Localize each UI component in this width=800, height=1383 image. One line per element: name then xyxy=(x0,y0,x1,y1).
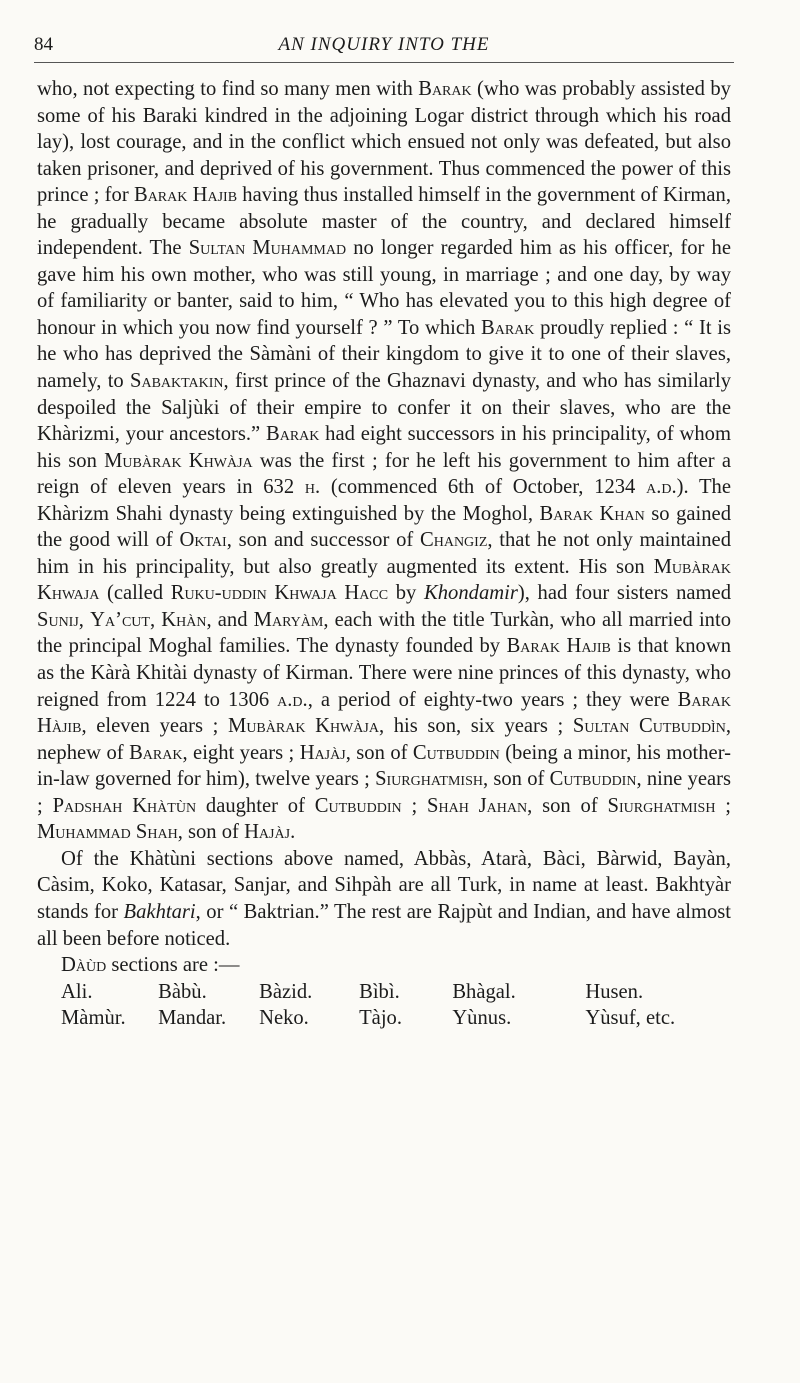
name-barak: Barak xyxy=(418,78,472,100)
name-barak-hajib: Barak Hajib xyxy=(133,184,238,207)
name-maryam: Maryàm xyxy=(253,608,324,631)
name-sunij: Sunij xyxy=(37,608,79,631)
text: , son of xyxy=(345,741,413,764)
daud-intro xyxy=(37,952,731,979)
name-sabaktakin: Sabaktakin xyxy=(130,370,224,393)
text: . xyxy=(290,821,296,844)
text: no longer regarded him as his officer, for he gave him his own mother, who was still young, in marriage ; and one day, by way of familiarity or banter, said to him, “ Who has elevated you to this high degree of honour in which you now find yourself ? ” To which xyxy=(37,237,731,339)
body-text xyxy=(37,76,731,1032)
section-row-2 xyxy=(37,1005,731,1032)
text: ; xyxy=(401,794,428,817)
name-padshah-khatun: Padshah Khàtùn xyxy=(52,794,197,817)
section-name: Mandar. xyxy=(158,1007,227,1030)
name-daud: Dàùd xyxy=(61,954,107,977)
text: (called xyxy=(99,582,171,605)
name-changiz: Changiz xyxy=(419,529,488,552)
running-title: AN INQUIRY INTO THE xyxy=(278,34,490,55)
text: , son and successor of xyxy=(226,529,420,552)
text: , or “ Baktrian.” The rest are Rajpùt and Indian, and have almost all been before noticed. xyxy=(37,900,731,950)
name-muhammad-shah: Muhammad Shah xyxy=(37,821,178,844)
text: ), had four sisters named xyxy=(517,582,731,605)
text: by xyxy=(388,582,425,605)
name-mubarak-khwaja: Mubàrak Khwaja xyxy=(37,555,731,605)
name-cutbuddin: Cutbuddin xyxy=(412,741,500,764)
text: , nine years ; xyxy=(37,768,731,817)
text: , his son, six years ; xyxy=(378,715,573,738)
text: , that he not only maintained him in his principality, but also greatly augmented its extent. His son xyxy=(37,529,731,578)
page-number: 84 xyxy=(34,34,53,55)
name-hajaj: Hajàj xyxy=(244,821,291,844)
name-barak: Barak xyxy=(481,316,535,339)
text: had eight successors in his principality, of whom his son xyxy=(37,423,731,472)
text: , son of xyxy=(177,821,245,844)
text: , nephew of xyxy=(37,715,731,764)
text: , son of xyxy=(482,768,550,791)
abbr-ad: a.d. xyxy=(646,476,677,499)
name-barak-hajib: Barak Hàjib xyxy=(37,688,731,738)
text: is that known as the Kàrà Khitài dynasty of Kirman. There were nine princes of this dynasty, who reigned from 1224 to 1306 xyxy=(37,635,732,711)
section-name: Yùsuf, etc. xyxy=(585,1007,676,1030)
section-name: Bìbì. xyxy=(359,980,400,1003)
name-sultan-muhammad: Sultan Muhammad xyxy=(188,237,347,260)
name-barak: Barak xyxy=(129,741,183,764)
text: proudly replied : “ It is he who has deprived the Sàmàni of their kingdom to give it to one of their slaves, namely, to xyxy=(37,316,731,393)
text: , eleven years ; xyxy=(81,715,229,738)
daud-sections-list xyxy=(37,952,731,1032)
section-row-1 xyxy=(37,979,731,1006)
section-name: Neko. xyxy=(259,1007,309,1030)
text: who, not expecting to find so many men with xyxy=(37,78,419,100)
name-barak-hajib: Barak Hajib xyxy=(506,635,611,658)
text: , first prince of the Ghaznavi dynasty, and who has similarly despoiled the Saljùki of their empire to confer it on their slaves, who are the Khàrizmi, your ancestors.” xyxy=(37,370,731,446)
text: sections are :— xyxy=(106,954,240,977)
name-shah-jahan: Shah Jahan xyxy=(427,794,528,817)
text: , eight years ; xyxy=(182,741,300,764)
paragraph-2 xyxy=(37,846,731,952)
term-bakhtari: Bakhtari xyxy=(123,900,196,923)
name-yacut: Ya’cut xyxy=(90,608,150,631)
name-barak: Barak xyxy=(265,423,320,446)
section-name: Ali. xyxy=(61,980,93,1003)
name-siurghatmish: Siurghatmish xyxy=(375,768,483,791)
text: , each with the title Turkàn, who all married into the principal Moghal families. The dynasty founded by xyxy=(37,608,732,658)
page-header xyxy=(34,32,734,63)
text: daughter of xyxy=(196,794,315,817)
name-cutbuddin: Cutbuddin xyxy=(549,768,637,791)
text: , a period of eighty-two years ; they were xyxy=(307,688,678,711)
name-cutbuddin: Cutbuddin xyxy=(314,794,402,817)
name-oktai: Oktai xyxy=(179,529,227,552)
text: (being a minor, his mother-in-law governed for him), twelve years ; xyxy=(37,741,732,791)
section-name: Bàzid. xyxy=(259,980,313,1003)
name-khan: Khàn xyxy=(161,608,207,631)
text: , son of xyxy=(527,794,608,817)
text: , xyxy=(149,608,162,631)
text: having thus installed himself in the government of Kirman, he gradually became absolute master of the country, and declared himself independent. The xyxy=(37,184,732,260)
abbr-ad: a.d. xyxy=(277,688,308,711)
paragraph-1 xyxy=(37,76,731,846)
name-ruku-uddin: Ruku-uddin Khwaja Hacc xyxy=(170,582,389,605)
name-mubarak-khwaja: Mubàrak Khwàja xyxy=(228,715,379,738)
text: (who was probably assisted by some of his Baraki kindred in the adjoining Logar district through which his road lay), lost courage, and in the conflict which ensued not only was defeated, but also taken prisoner, and deprived of his government. Thus commenced the power of this prince ; for xyxy=(37,78,731,207)
name-khondamir: Khondamir xyxy=(424,582,518,605)
text: so gained the good will of xyxy=(37,502,731,552)
text: , and xyxy=(206,608,254,631)
abbr-hijra: h. xyxy=(304,476,321,499)
text: , xyxy=(78,608,91,631)
section-name: Bhàgal. xyxy=(452,980,516,1003)
text: ; xyxy=(715,794,731,817)
section-name: Bàbù. xyxy=(158,980,207,1003)
text: ). The Khàrizm Shahi dynasty being extinguished by the Moghol, xyxy=(37,476,731,525)
section-name: Yùnus. xyxy=(452,1007,512,1030)
name-sultan-cutbuddin: Sultan Cutbuddìn xyxy=(572,715,726,738)
name-siurghatmish: Siurghatmish xyxy=(607,794,716,817)
section-name: Tàjo. xyxy=(359,1007,402,1030)
name-mubarak-khwaja: Mubàrak Khwàja xyxy=(104,449,253,472)
text: was the first ; for he left his government to him after a reign of eleven years in 632 xyxy=(37,449,731,499)
section-name: Husen. xyxy=(585,980,644,1003)
section-name: Màmùr. xyxy=(61,1007,126,1030)
name-barak-khan: Barak Khan xyxy=(539,502,645,525)
text: (commenced 6th of October, 1234 xyxy=(320,476,647,499)
text: Of the Khàtùni sections above named, Abbàs, Atarà, Bàci, Bàrwid, Bayàn, Càsim, Koko, Katasar, Sanjar, and Sihpàh are all Turk, in name at least. Bakhtyàr stands for xyxy=(37,847,731,923)
name-hajaj: Hajàj xyxy=(299,741,346,764)
